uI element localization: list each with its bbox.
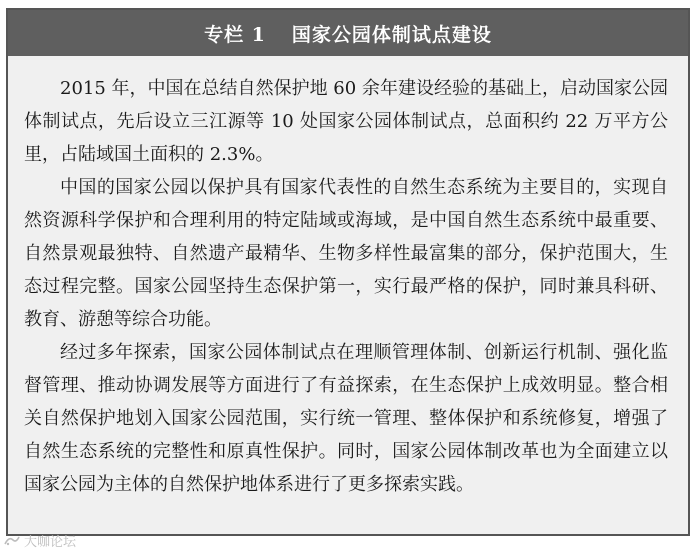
column-box: [6, 8, 690, 536]
column-content: [8, 56, 688, 501]
paragraph-1: 2015 年，中国在总结自然保护地 60 余年建设经验的基础上，启动国家公园体制试点，先后设立三江源等 10 处国家公园体制试点，总面积约 22 万平方公里，占陆域国土面积的 2.3%。: [24, 78, 668, 165]
paragraph-3: 经过多年探索，国家公园体制试点在理顺管理体制、创新运行机制、强化监督管理、推动协调发展等方面进行了有益探索，在生态保护上成效明显。整合相关自然保护地划入国家公园范围，实行统一管理、整体保护和系统修复，增强了自然生态系统的完整性和原真性保护。同时，国家公园体制改革也为全面建立以国家公园为主体的自然保护地体系进行了更多探索实践。: [24, 342, 668, 495]
column-header: [8, 10, 688, 56]
column-title: 国家公园体制试点建设: [291, 23, 492, 46]
watermark: [4, 531, 76, 550]
column-label: 专栏 1: [204, 23, 266, 46]
watermark-logo-icon: [4, 535, 20, 547]
paragraph-2: 中国的国家公园以保护具有国家代表性的自然生态系统为主要目的，实现自然资源科学保护和合理利用的特定陆域或海域，是中国自然生态系统中最重要、自然景观最独特、自然遗产最精华、生物多样性最富集的部分，保护范围大，生态过程完整。国家公园坚持生态保护第一，实行最严格的保护，同时兼具科研、教育、游憩等综合功能。: [24, 177, 668, 330]
watermark-text: 大咖论坛: [24, 535, 77, 550]
